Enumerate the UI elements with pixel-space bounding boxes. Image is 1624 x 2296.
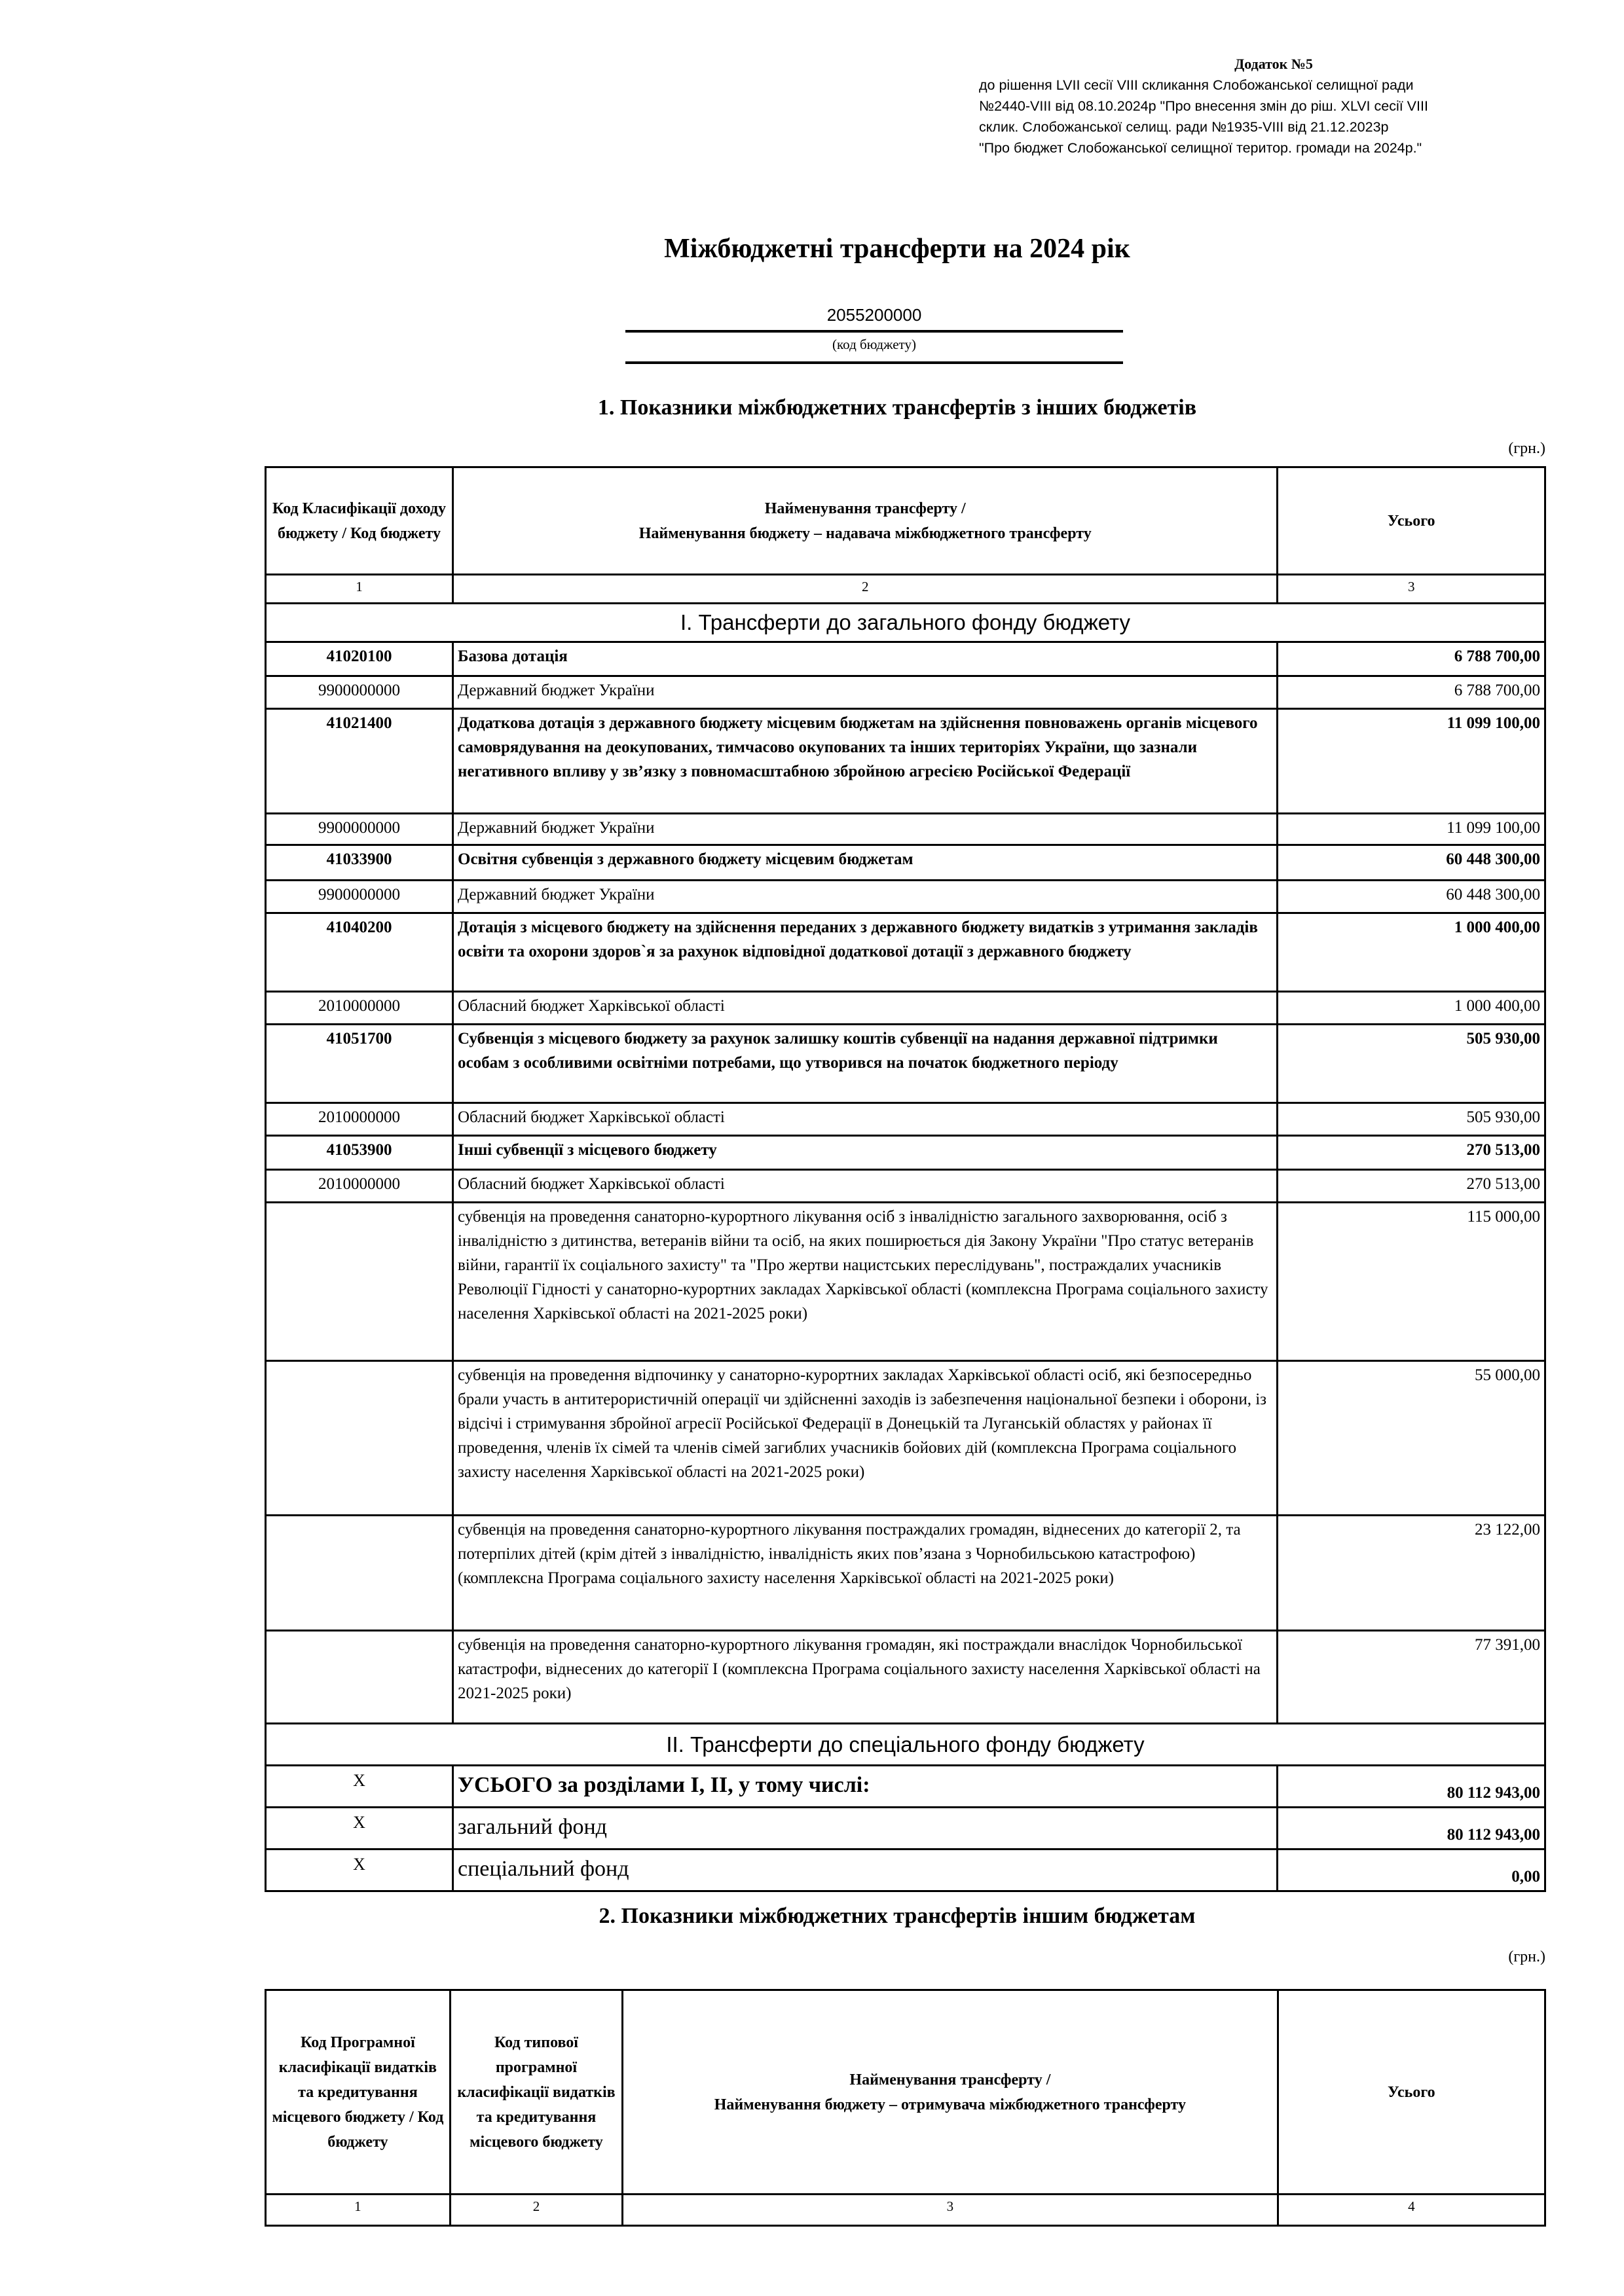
header-total: Усього xyxy=(1278,1990,1545,2195)
total-amount: 80 112 943,00 xyxy=(1278,1808,1545,1850)
col-number: 3 xyxy=(623,2195,1278,2226)
total-label: загальний фонд xyxy=(453,1808,1278,1850)
row-code: 41021400 xyxy=(266,709,453,814)
budget-code-caption: (код бюджету) xyxy=(832,337,916,352)
row-amount: 11 099 100,00 xyxy=(1278,814,1545,845)
row-amount: 77 391,00 xyxy=(1278,1631,1545,1724)
row-code: 41053900 xyxy=(266,1136,453,1170)
row-name: Базова дотація xyxy=(453,642,1278,676)
header-code: Код Класифікації доходу бюджету / Код бюджету xyxy=(266,467,453,575)
row-code: 9900000000 xyxy=(266,881,453,913)
header-name xyxy=(453,467,1278,575)
row-name: Обласний бюджет Харківської області xyxy=(453,992,1278,1025)
total-code: X xyxy=(266,1850,453,1891)
section1-title: 1. Показники міжбюджетних трансфертів з інших бюджетів xyxy=(597,395,1197,420)
row-amount: 6 788 700,00 xyxy=(1278,642,1545,676)
row-name: субвенція на проведення відпочинку у санаторно-курортних закладах Харківської області осіб, які безпосередньо брали участь в антитерористичній операції чи здійсненні заходів із забезпечення національної безпеки і оборони, із відсічі і стримування збройної агресії Російської Федерації в Донецькій та Луганській областях у районах її проведення, членів їх сімей та членів сімей загиблих учасників бойових дій (комплексна Програма соціального захисту населення Харківської області на 2021-2025 роки) xyxy=(453,1361,1278,1516)
total-amount: 0,00 xyxy=(1278,1850,1545,1891)
header-typical-code: Код типової програмної класифікації видатків та кредитування місцевого бюджету xyxy=(450,1990,622,2195)
total-code: X xyxy=(266,1766,453,1808)
header-program-code: Код Програмної класифікації видатків та кредитування місцевого бюджету / Код бюджету xyxy=(266,1990,451,2195)
row-code: 41020100 xyxy=(266,642,453,676)
row-name: субвенція на проведення санаторно-курортного лікування постраждалих громадян, віднесених до категорії 2, та потерпілих дітей (крім дітей з інвалідністю, інвалідність яких пов’язана з Чорнобильською катастрофою) (комплексна Програма соціального захисту населення Харківської області на 2021-2025 роки) xyxy=(453,1516,1278,1631)
header-name-line2: Найменування бюджету – отримувача міжбюджетного трансферту xyxy=(714,2096,1187,2113)
row-code xyxy=(266,1203,453,1361)
row-amount: 505 930,00 xyxy=(1278,1025,1545,1103)
section2-unit: (грн.) xyxy=(1508,1948,1545,1965)
col-number: 2 xyxy=(453,575,1278,604)
row-code: 2010000000 xyxy=(266,992,453,1025)
row-code: 41040200 xyxy=(266,913,453,992)
total-label: спеціальний фонд xyxy=(453,1850,1278,1891)
row-name: Інші субвенції з місцевого бюджету xyxy=(453,1136,1278,1170)
row-code: 41033900 xyxy=(266,845,453,881)
row-code xyxy=(266,1361,453,1516)
row-name: Додаткова дотація з державного бюджету місцевим бюджетам на здійснення повноважень органів місцевого самоврядування на деокупованих, тимчасово окупованих та інших територіях України, що зазнали негативного впливу у зв’язку з повномасштабною збройною агресією Російської Федерації xyxy=(453,709,1278,814)
row-amount: 1 000 400,00 xyxy=(1278,992,1545,1025)
row-code xyxy=(266,1631,453,1724)
budget-code: 2055200000 xyxy=(826,305,922,325)
total-code: X xyxy=(266,1808,453,1850)
total-label: УСЬОГО за розділами I, II, у тому числі: xyxy=(453,1766,1278,1808)
row-amount: 270 513,00 xyxy=(1278,1170,1545,1203)
annex-title: Додаток №5 xyxy=(1234,56,1313,72)
row-name: Державний бюджет України xyxy=(453,814,1278,845)
group-special-fund: II. Трансферти до спеціального фонду бюджету xyxy=(266,1724,1545,1766)
row-code: 9900000000 xyxy=(266,814,453,845)
row-amount: 1 000 400,00 xyxy=(1278,913,1545,992)
outgoing-transfers-table xyxy=(265,1989,1546,2227)
annex-header xyxy=(979,54,1568,158)
row-code: 9900000000 xyxy=(266,676,453,709)
row-name: Освітня субвенція з державного бюджету місцевим бюджетам xyxy=(453,845,1278,881)
col-number: 4 xyxy=(1278,2195,1545,2226)
row-name: Державний бюджет України xyxy=(453,676,1278,709)
row-name: субвенція на проведення санаторно-курортного лікування осіб з інвалідністю загального захворювання, осіб з інвалідністю з дитинства, ветеранів війни та осіб, на яких поширюється дія Закону України "Про статус ветеранів війни, гарантії їх соціального захисту" та "Про жертви нацистських переслідувань", постраждалих учасників Революції Гідності у санаторно-курортних закладах Харківської області (комплексна Програма соціального захисту населення Харківської області на 2021-2025 роки) xyxy=(453,1203,1278,1361)
header-name-line1: Найменування трансферту / xyxy=(764,500,966,517)
row-code xyxy=(266,1516,453,1631)
row-name: Державний бюджет України xyxy=(453,881,1278,913)
annex-line-1: до рішення LVII сесії VIII скликання Слобожанської селищної ради xyxy=(979,77,1414,93)
row-amount: 55 000,00 xyxy=(1278,1361,1545,1516)
header-name-line2: Найменування бюджету – надавача міжбюджетного трансферту xyxy=(638,524,1092,542)
row-code: 2010000000 xyxy=(266,1170,453,1203)
row-amount: 270 513,00 xyxy=(1278,1136,1545,1170)
row-amount: 505 930,00 xyxy=(1278,1103,1545,1136)
group-general-fund: I. Трансферти до загального фонду бюджету xyxy=(266,604,1545,642)
row-name: Обласний бюджет Харківської області xyxy=(453,1170,1278,1203)
row-amount: 23 122,00 xyxy=(1278,1516,1545,1631)
header-name xyxy=(623,1990,1278,2195)
col-number: 1 xyxy=(266,575,453,604)
row-name: Субвенція з місцевого бюджету за рахунок залишку коштів субвенції на надання державної підтримки особам з особливими освітніми потребами, що утворився на початок бюджетного періоду xyxy=(453,1025,1278,1103)
row-code: 41051700 xyxy=(266,1025,453,1103)
section1-unit: (грн.) xyxy=(1508,440,1545,457)
annex-line-3: склик. Слобожанської селищ. ради №1935-VIII від 21.12.2023р xyxy=(979,119,1389,135)
section2-title: 2. Показники міжбюджетних трансфертів іншим бюджетам xyxy=(599,1904,1196,1928)
divider xyxy=(625,330,1123,333)
total-amount: 80 112 943,00 xyxy=(1278,1766,1545,1808)
row-amount: 6 788 700,00 xyxy=(1278,676,1545,709)
row-name: Дотація з місцевого бюджету на здійснення переданих з державного бюджету видатків з утримання закладів освіти та охорони здоров`я за рахунок відповідної додаткової дотації з державного бюджету xyxy=(453,913,1278,992)
row-code: 2010000000 xyxy=(266,1103,453,1136)
header-name-line1: Найменування трансферту / xyxy=(849,2071,1051,2088)
divider xyxy=(625,361,1123,364)
row-amount: 115 000,00 xyxy=(1278,1203,1545,1361)
header-total: Усього xyxy=(1278,467,1545,575)
incoming-transfers-table xyxy=(265,466,1546,1892)
row-amount: 60 448 300,00 xyxy=(1278,845,1545,881)
page-title: Міжбюджетні трансферти на 2024 рік xyxy=(664,234,1130,264)
col-number: 1 xyxy=(266,2195,451,2226)
col-number: 2 xyxy=(450,2195,622,2226)
annex-line-2: №2440-VIII від 08.10.2024р "Про внесення змін до ріш. XLVI сесії VIII xyxy=(979,98,1428,114)
row-name: Обласний бюджет Харківської області xyxy=(453,1103,1278,1136)
row-amount: 11 099 100,00 xyxy=(1278,709,1545,814)
row-amount: 60 448 300,00 xyxy=(1278,881,1545,913)
annex-line-4: "Про бюджет Слобожанської селищної територ. громади на 2024р." xyxy=(979,140,1422,156)
row-name: субвенція на проведення санаторно-курортного лікування громадян, які постраждали внаслідок Чорнобильської катастрофи, віднесених до категорії I (комплексна Програма соціального захисту населення Харківської області на 2021-2025 роки) xyxy=(453,1631,1278,1724)
col-number: 3 xyxy=(1278,575,1545,604)
